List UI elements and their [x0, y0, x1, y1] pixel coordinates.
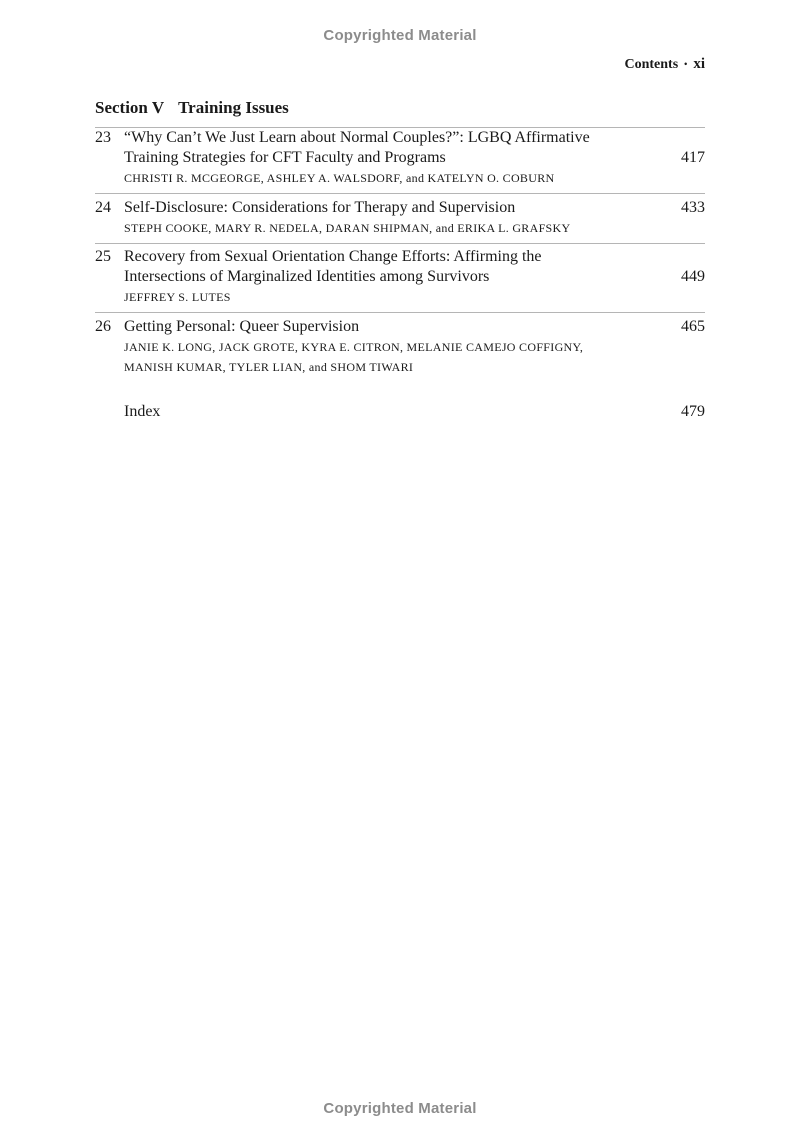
chapter-title-line: Getting Personal: Queer Supervision — [124, 318, 360, 335]
chapter-page: 449 — [681, 268, 705, 285]
copyright-watermark-top: Copyrighted Material — [323, 27, 477, 44]
section-title: Training Issues — [178, 98, 289, 117]
chapter-authors: JANIE K. LONG, JACK GROTE, KYRA E. CITRON, MELANIE CAMEJO COFFIGNY, — [124, 340, 584, 354]
chapter-title-line: Intersections of Marginalized Identities among Survivors — [124, 268, 490, 285]
page-number: xi — [693, 56, 705, 72]
chapter-authors: JEFFREY S. LUTES — [124, 290, 231, 304]
chapter-title-line: Self-Disclosure: Considerations for Therapy and Supervision — [124, 199, 516, 216]
section-heading — [95, 98, 289, 118]
chapter-number: 24 — [95, 199, 111, 216]
chapter-authors: STEPH COOKE, MARY R. NEDELA, DARAN SHIPMAN, and ERIKA L. GRAFSKY — [124, 221, 571, 235]
toc-entry-25[interactable] — [95, 247, 705, 307]
chapter-authors: MANISH KUMAR, TYLER LIAN, and SHOM TIWARI — [124, 360, 414, 374]
chapter-title-line: “Why Can’t We Just Learn about Normal Couples?”: LGBQ Affirmative — [124, 129, 590, 146]
chapter-number: 26 — [95, 318, 111, 335]
index-page: 479 — [681, 403, 705, 420]
section-number: Section V — [95, 98, 165, 117]
entry-rule — [95, 243, 705, 244]
toc-entry-23[interactable] — [95, 128, 705, 188]
chapter-title-line: Recovery from Sexual Orientation Change Efforts: Affirming the — [124, 248, 542, 265]
running-head — [625, 56, 706, 73]
entry-rule — [95, 312, 705, 313]
chapter-page: 417 — [681, 149, 705, 166]
chapter-number: 25 — [95, 248, 111, 265]
entry-rule — [95, 193, 705, 194]
toc-index-entry[interactable] — [124, 402, 705, 422]
chapter-authors: CHRISTI R. MCGEORGE, ASHLEY A. WALSDORF, and KATELYN O. COBURN — [124, 171, 555, 185]
toc-entry-24[interactable] — [95, 198, 705, 238]
chapter-title-line: Training Strategies for CFT Faculty and Programs — [124, 149, 446, 166]
chapter-page: 465 — [681, 318, 705, 335]
chapter-number: 23 — [95, 129, 111, 146]
chapter-page: 433 — [681, 199, 705, 216]
index-label: Index — [124, 403, 161, 420]
toc-entry-26[interactable] — [95, 317, 705, 377]
running-head-label: Contents — [624, 56, 679, 72]
copyright-watermark-bottom: Copyrighted Material — [323, 1100, 477, 1117]
bullet-separator: • — [684, 59, 688, 69]
